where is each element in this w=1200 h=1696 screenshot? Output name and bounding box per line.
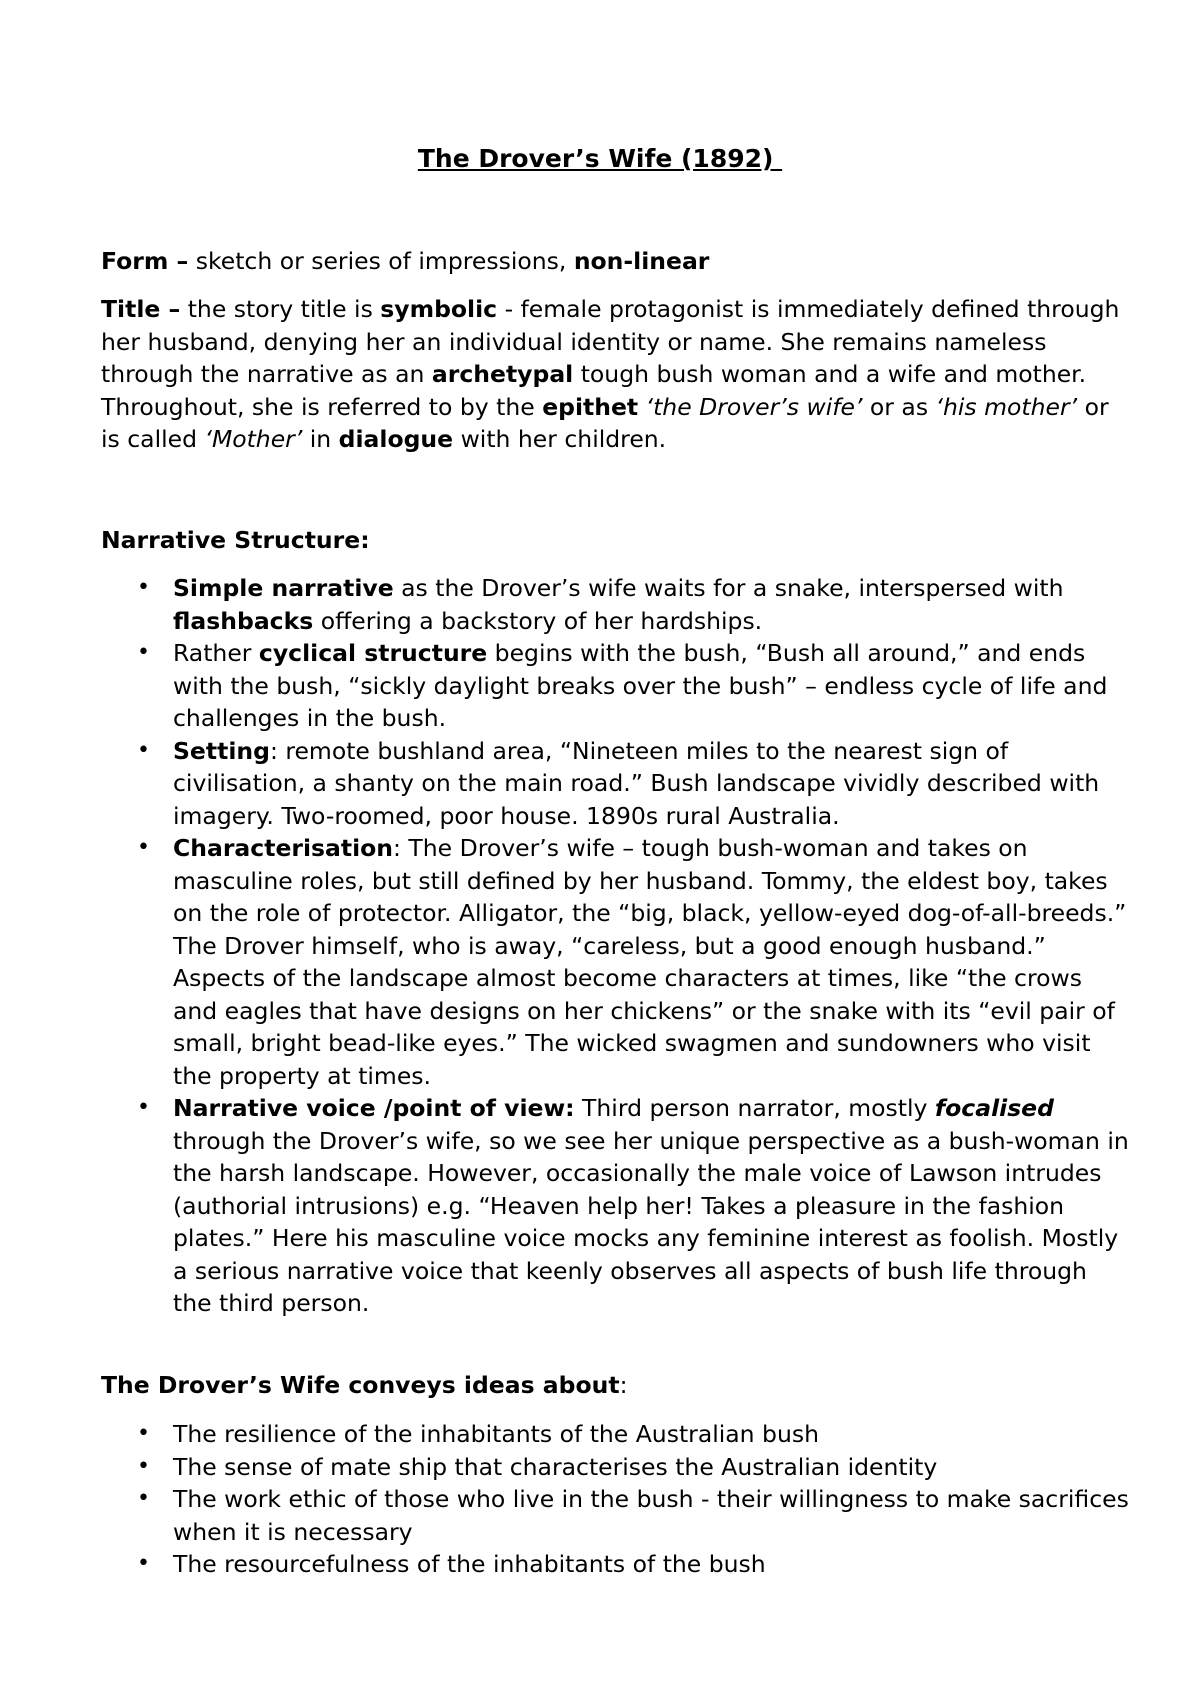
item-term-italic: focalised (934, 1094, 1054, 1122)
title-text-4 (638, 393, 645, 421)
item-term: cyclical structure (258, 639, 488, 667)
item-text: through the Drover’s wife, so we see her unique perspective as a bush-woman in the harsh landscape. However, occasionally the male voice of Lawson intrudes (authorial intrusions) e.g. “Heaven help her! Takes a pleasure in the fashion plates.” Here his masculine voice mocks any feminine interest as foolish. Mostly a serious narrative voice that keenly observes all aspects of bush life through the third person. (173, 1126, 1129, 1317)
term-dialogue: dialogue (338, 425, 454, 453)
title-text-8: with her children. (453, 425, 667, 453)
item-term: Setting (173, 736, 270, 765)
item-text: : remote bushland area, “Nineteen miles to the nearest sign of civilisation, a shanty on the main road.” Bush landscape vividly described with imagery. Two-roomed, poor house. 1890s rural Australia. (173, 736, 1100, 830)
quote-his-mother: ‘his mother’ (935, 392, 1078, 421)
title-label: Title – (101, 295, 181, 323)
title-text-7: in (302, 425, 339, 453)
item-text: begins with the bush, “Bush all around,” and ends with the bush, “sickly daylight breaks over the bush” – endless cycle of life and challenges in the bush. (173, 639, 1108, 732)
title-paragraph (101, 293, 1121, 456)
list-item: • The sense of mate ship that characterises the Australian identity (101, 1451, 1131, 1484)
item-term: Narrative voice /point of view: (173, 1094, 575, 1122)
list-item (101, 735, 1131, 833)
ideas-list (101, 1418, 1131, 1581)
page-title: The Drover’s Wife (1892) (417, 144, 783, 173)
item-text: offering a backstory of her hardships. (313, 606, 763, 635)
item-term: Characterisation (173, 834, 394, 862)
item-text: : The Drover’s wife – tough bush-woman and takes on masculine roles, but still defined by her husband. Tommy, the eldest boy, takes on the role of protector. Alligator, the “big, black, yellow-eyed dog-of-all-breeds.” The Drover himself, who is away, “careless, but a good enough husband.” Aspects of the landscape almost become characters at times, like “the crows and eagles that have designs on her chickens” or the snake with its “evil pair of small, bright bead-like eyes.” The wicked swagmen and sundowners who visit the property at times. (173, 834, 1127, 1090)
title-text-5: or as (862, 392, 936, 421)
quote-drovers-wife: ‘the Drover’s wife’ (645, 392, 863, 421)
item-text: Rather (173, 639, 259, 667)
ideas-heading-colon: : (619, 1371, 628, 1399)
term-archetypal: archetypal (431, 360, 574, 388)
item-text: as the Drover’s wife waits for a snake, interspersed with (393, 574, 1064, 602)
term-symbolic: symbolic (380, 295, 498, 323)
item-term: flashbacks (173, 606, 314, 635)
form-label: Form – (101, 247, 189, 275)
ideas-heading (101, 1369, 627, 1402)
title-text-2: - female protagonist is immediately defined through her husband, denying her an individual identity or name. She remains nameless through the narrative as an (101, 295, 1120, 388)
list-item: • The resilience of the inhabitants of the Australian bush (101, 1418, 1131, 1451)
narrative-structure-heading: Narrative Structure: (101, 526, 370, 554)
title-text-3: tough bush woman and a wife and mother. Throughout, she is referred to by the (101, 360, 1087, 421)
list-item (101, 572, 1131, 637)
list-item (101, 1092, 1131, 1320)
ideas-heading-text: The Drover’s Wife conveys ideas about (101, 1371, 620, 1399)
item-text: Third person narrator, mostly (574, 1094, 935, 1122)
list-item (101, 637, 1131, 735)
title-text-6: or is called (101, 392, 1109, 453)
item-term: Simple narrative (173, 574, 394, 602)
list-item: • The work ethic of those who live in the bush - their willingness to make sacrifices when it is necessary (101, 1483, 1131, 1548)
list-item: • The resourcefulness of the inhabitants of the bush (101, 1548, 1131, 1581)
list-item (101, 832, 1131, 1092)
form-paragraph (101, 245, 1121, 278)
form-emphasis: non-linear (573, 247, 710, 275)
term-epithet: epithet (542, 392, 639, 421)
quote-mother: ‘Mother’ (204, 425, 303, 453)
form-text: sketch or series of impressions, (188, 247, 574, 275)
title-text-1: the story title is (180, 295, 381, 323)
narrative-structure-list (101, 572, 1131, 1320)
